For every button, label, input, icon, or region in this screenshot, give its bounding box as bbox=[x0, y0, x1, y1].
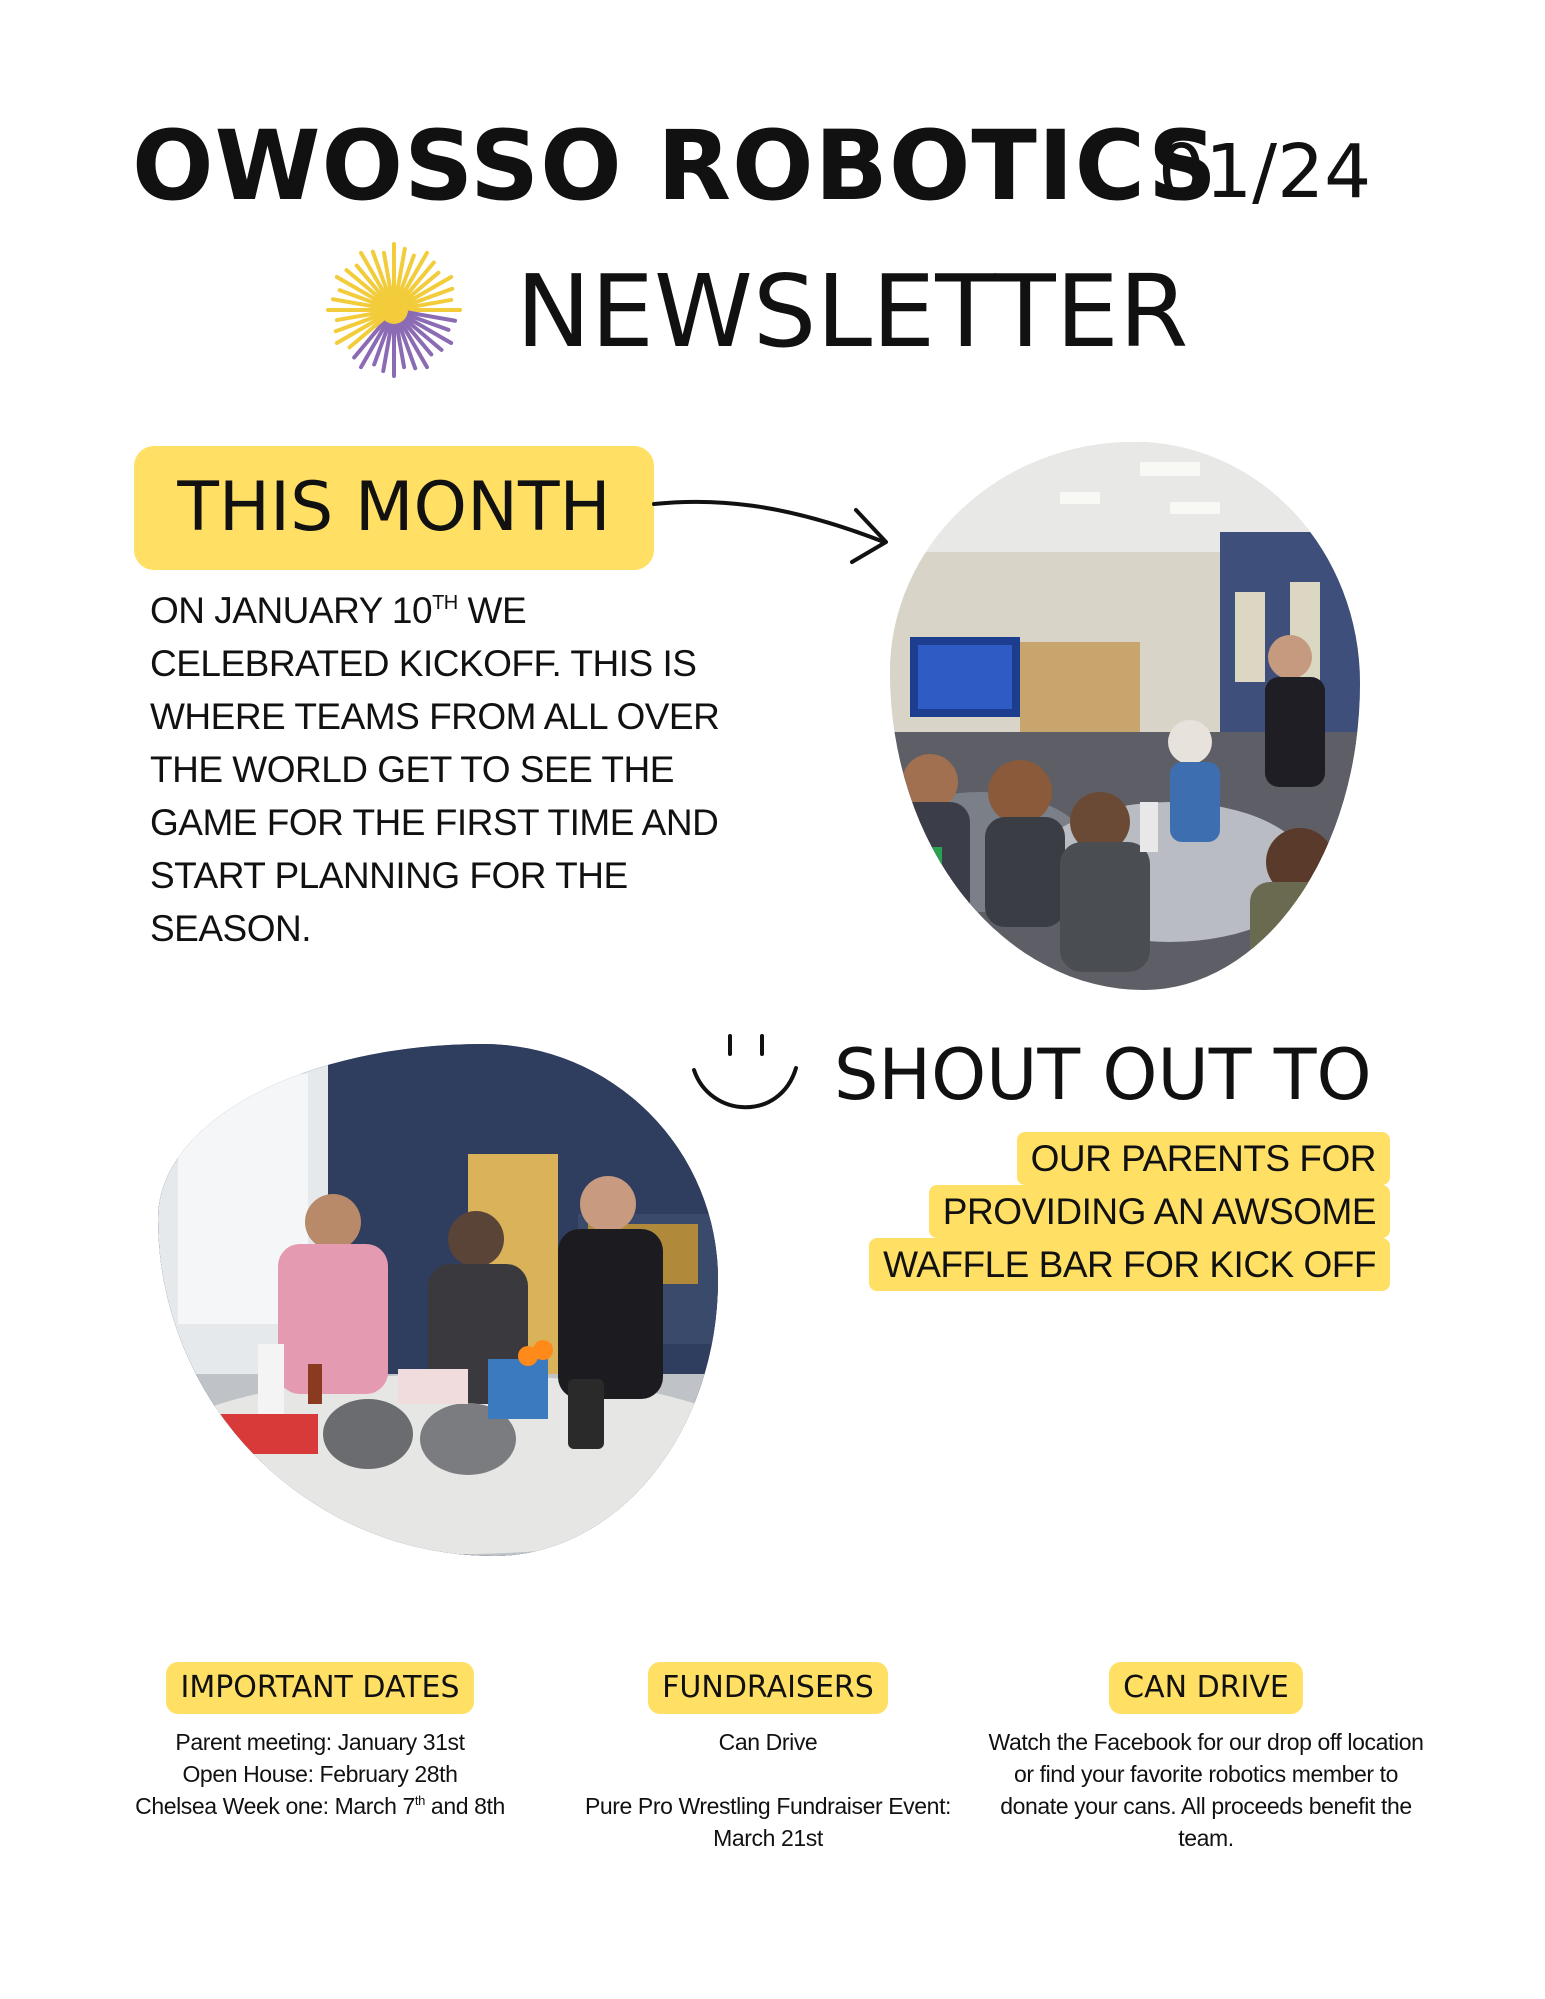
waffle-bar-photo-illustration bbox=[158, 1044, 718, 1556]
this-month-label-text: THIS MONTH bbox=[177, 468, 611, 547]
fundraiser-item: Can Drive bbox=[718, 1729, 818, 1755]
date-item: Open House: February 28th bbox=[182, 1761, 458, 1787]
this-month-text bbox=[150, 584, 720, 955]
important-dates-column bbox=[110, 1662, 530, 1822]
this-month-text-a: ON JANUARY 10 bbox=[150, 590, 433, 631]
important-dates-list bbox=[110, 1726, 530, 1822]
arrow-right-icon bbox=[652, 480, 892, 570]
shout-out-line bbox=[820, 1238, 1390, 1291]
important-dates-label: IMPORTANT DATES bbox=[166, 1662, 473, 1714]
kickoff-photo bbox=[890, 442, 1360, 990]
shout-out-text bbox=[820, 1132, 1390, 1291]
this-month-text-b: WE CELEBRATED KICKOFF. THIS IS WHERE TEAMS FROM ALL OVER THE WORLD GET TO SEE THE GAME FOR THE FIRST TIME AND START PLANNING FOR THE SEASON. bbox=[150, 590, 720, 949]
fundraisers-column bbox=[558, 1662, 978, 1854]
issue-number: 01/24 bbox=[1158, 129, 1372, 215]
shout-out-line-text: OUR PARENTS FOR bbox=[1017, 1132, 1390, 1185]
this-month-label bbox=[134, 446, 654, 570]
sun-core bbox=[380, 296, 408, 324]
shout-out-heading: SHOUT OUT TO bbox=[834, 1034, 1372, 1116]
date-item-text-end: and 8th bbox=[424, 1793, 505, 1819]
fundraiser-item: Pure Pro Wrestling Fundraiser Event: March 21st bbox=[584, 1793, 952, 1851]
can-drive-text: Watch the Facebook for our drop off location or find your favorite robotics member to donate your cans. All proceeds benefit the team. bbox=[988, 1729, 1424, 1851]
date-item bbox=[110, 1790, 530, 1822]
shout-out-line-text: WAFFLE BAR FOR KICK OFF bbox=[869, 1238, 1390, 1291]
shout-out-line-text: PROVIDING AN AWSOME bbox=[929, 1185, 1390, 1238]
kickoff-photo-illustration bbox=[890, 442, 1360, 990]
can-drive-label: CAN DRIVE bbox=[1109, 1662, 1303, 1714]
sun-burst-icon bbox=[322, 238, 466, 382]
date-item: Parent meeting: January 31st bbox=[175, 1729, 465, 1755]
smiley-icon bbox=[690, 1030, 800, 1120]
shout-out-line bbox=[820, 1132, 1390, 1185]
fundraisers-list bbox=[558, 1726, 978, 1854]
can-drive-column bbox=[986, 1662, 1426, 1854]
newsletter-title: OWOSSO ROBOTICS bbox=[132, 110, 1218, 222]
date-item-text: Chelsea Week one: March 7 bbox=[135, 1793, 415, 1819]
this-month-text-sup: TH bbox=[432, 592, 458, 614]
date-item-sup: th bbox=[414, 1793, 425, 1808]
shout-out-line bbox=[820, 1185, 1390, 1238]
newsletter-subtitle: NEWSLETTER bbox=[516, 253, 1189, 370]
waffle-bar-photo bbox=[158, 1044, 718, 1556]
fundraisers-label: FUNDRAISERS bbox=[648, 1662, 888, 1714]
fundraiser-spacer bbox=[558, 1758, 978, 1790]
